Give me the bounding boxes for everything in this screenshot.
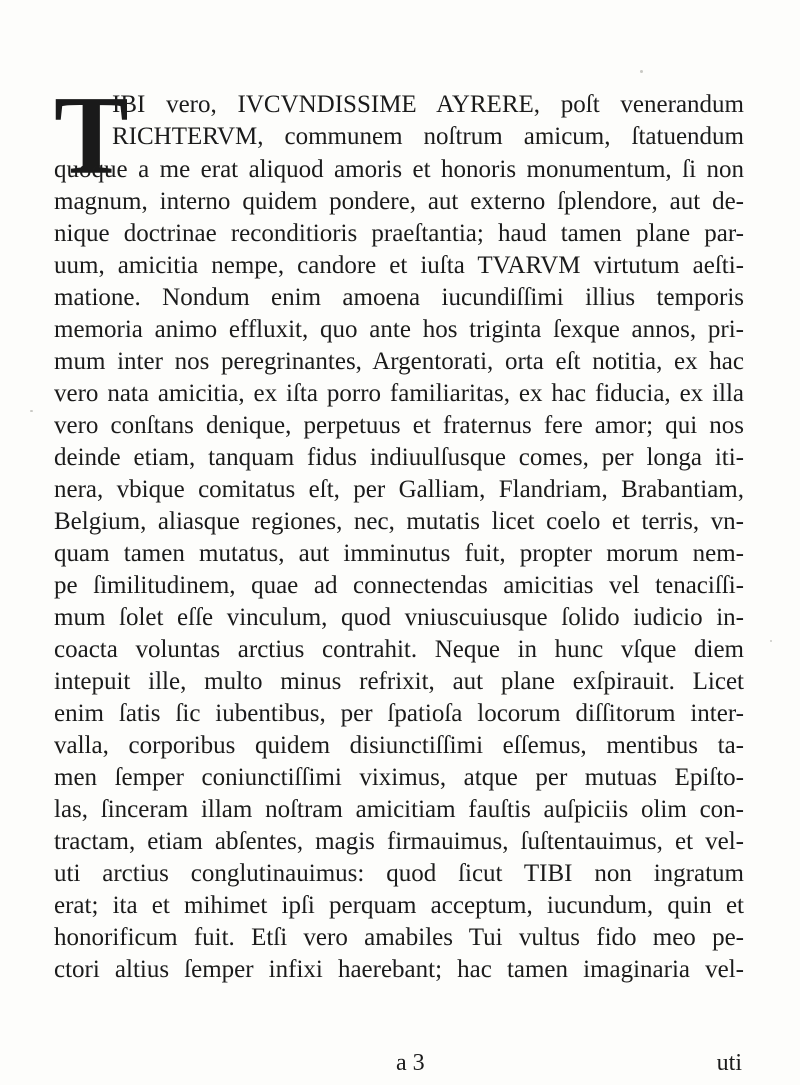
text-line: erat; ita et mihimet ipſi perquam acceptum, iucundum, quin et (54, 892, 744, 919)
text-line: matione. Nondum enim amoena iucundiſſimi illius temporis (54, 284, 744, 311)
text-line: deinde etiam, tanquam fidus indiuulſusque comes, per longa iti- (54, 444, 744, 471)
text-line: valla, corporibus quidem disiunctiſſimi eſſemus, mentibus ta- (54, 732, 744, 759)
text-line: enim ſatis ſic iubentibus, per ſpatioſa locorum diſſitorum inter- (54, 700, 744, 727)
text-line: Belgium, aliasque regiones, nec, mutatis licet coelo et terris, vn- (54, 508, 744, 535)
paper-speck (30, 410, 33, 412)
text-line: ctori altius ſemper infixi haerebant; hac tamen imaginaria vel- (54, 956, 744, 983)
text-line: vero conſtans denique, perpetuus et fraternus fere amor; qui nos (54, 412, 744, 439)
text-line: memoria animo effluxit, quo ante hos triginta ſexque annos, pri- (54, 316, 744, 343)
text-line: mum inter nos peregrinantes, Argentorati, orta eſt notitia, ex hac (54, 348, 744, 375)
text-line: honorificum fuit. Etſi vero amabiles Tui vultus fido meo pe- (54, 924, 744, 951)
catchword: uti (716, 1050, 742, 1076)
signature-mark: a 3 (396, 1050, 425, 1076)
text-line: uti arctius conglutinauimus: quod ſicut TIBI non ingratum (54, 860, 744, 887)
text-line: magnum, interno quidem pondere, aut externo ſplendore, aut de- (54, 188, 744, 215)
text-line: nique doctrinae reconditioris praeſtantia; haud tamen plane par- (54, 220, 744, 247)
text-line: vero nata amicitia, ex iſta porro familiaritas, ex hac fiducia, ex illa (54, 380, 744, 407)
text-line: coacta voluntas arctius contrahit. Neque in hunc vſque diem (54, 636, 744, 663)
text-line: quoque a me erat aliquod amoris et honoris monumentum, ſi non (54, 156, 744, 183)
paper-speck (770, 640, 772, 642)
text-line: pe ſimilitudinem, quae ad connectendas amicitias vel tenaciſſi- (54, 572, 744, 599)
text-line: IBI vero, IVCVNDISSIME AYRERE, poſt venerandum (112, 91, 744, 118)
text-line: intepuit ille, multo minus refrixit, aut plane exſpirauit. Licet (54, 668, 744, 695)
text-line: tractam, etiam abſentes, magis firmauimus, ſuſtentauimus, et vel- (54, 828, 744, 855)
text-line: RICHTERVM, communem noſtrum amicum, ſtatuendum (112, 123, 744, 150)
text-line: uum, amicitia nempe, candore et iuſta TVARVM virtutum aeſti- (54, 252, 744, 279)
text-line: nera, vbique comitatus eſt, per Galliam, Flandriam, Brabantiam, (54, 476, 744, 503)
text-line: quam tamen mutatus, aut imminutus fuit, propter morum nem- (54, 540, 744, 567)
text-line: men ſemper coniunctiſſimi viximus, atque per mutuas Epiſto- (54, 764, 744, 791)
text-line: mum ſolet eſſe vinculum, quod vniuscuiusque ſolido iudicio in- (54, 604, 744, 631)
paper-speck (640, 70, 643, 73)
drop-cap: T (54, 74, 129, 198)
text-line: las, ſinceram illam noſtram amicitiam fauſtis auſpiciis olim con- (54, 796, 744, 823)
